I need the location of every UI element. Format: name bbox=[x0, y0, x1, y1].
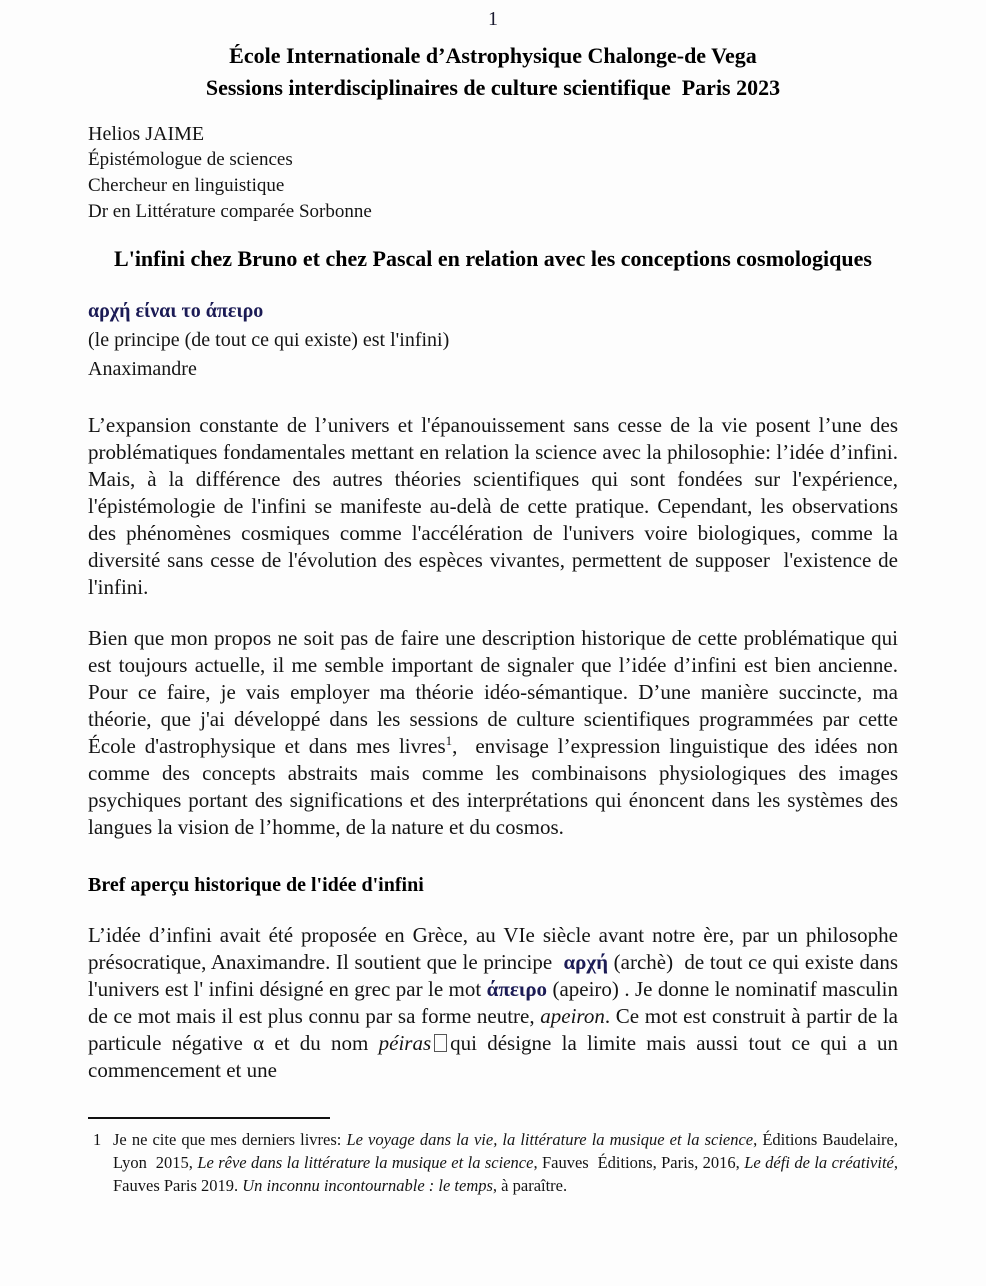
header-line-2: Sessions interdisciplinaires de culture scientifique Paris 2023 bbox=[205, 75, 781, 100]
document-header bbox=[88, 40, 898, 104]
paragraph-expansion-univers: L’expansion constante de l’univers et l'épanouissement sans cesse de la vie posent l’une des problématiques fondamentales mettant en relation la science avec la philosophie: l’idée d’infini. Mais, à la différence des autres théories scientifiques qui sont fondées sur l'expérience, l'épistémologie de l'infini se manifeste au-delà de cette pratique. Cependant, les observations des phénomènes cosmiques comme l'accélération de l'univers voire biologiques, comme la diversité sans cesse de l'évolution des espèces vivantes, permettent de supposer l'existence de l'infini. bbox=[88, 413, 898, 599]
book-title-reve: Le rêve dans la littérature la musique et la science bbox=[197, 1153, 534, 1172]
paragraph-3-segment-3: (apeiro) . Je donne le nominatif masculin de ce mot mais il est plus connu par sa forme neutre, bbox=[88, 977, 898, 1028]
author-block bbox=[88, 121, 898, 225]
paragraph-theorie-ideo-semantique bbox=[88, 625, 898, 841]
author-name: Helios JAIME bbox=[88, 123, 205, 145]
paragraph-3-segment-1: L’idée d’infini avait été proposée en Grèce, au VIe siècle avant notre ère, par un philosophe présocratique, Anaximandre. Il soutient que le principe bbox=[88, 923, 898, 974]
footnote-1 bbox=[88, 1128, 898, 1197]
epigraph bbox=[88, 297, 898, 384]
book-title-inconnu: Un inconnu incontournable : le temps bbox=[242, 1176, 493, 1195]
footnote-separator-rule bbox=[88, 1117, 330, 1119]
header-line-1: École Internationale d’Astrophysique Chalonge-de Vega bbox=[229, 43, 757, 68]
page-number: 1 bbox=[488, 8, 498, 30]
epigraph-translation: (le principe (de tout ce qui existe) est l'infini) bbox=[88, 329, 450, 351]
author-role-linguist: Chercheur en linguistique bbox=[88, 175, 285, 196]
author-role-doctorate: Dr en Littérature comparée Sorbonne bbox=[88, 201, 372, 222]
paragraph-3-segment-5: qui désigne la limite mais aussi tout ce qui a un commencement et une bbox=[88, 1031, 898, 1082]
paragraph-3-segment-2: (archè) de tout ce qui existe dans l'univers est l' infini désigné en grec par le mot bbox=[88, 950, 898, 1001]
footnote-reference-1: 1 bbox=[445, 733, 453, 748]
greek-term-arche: αρχή bbox=[563, 950, 609, 974]
paragraph-2-text-before-ref: Bien que mon propos ne soit pas de faire une description historique de cette problématique qui est toujours actuelle, il me semble important de signaler que l’idée d’infini est bien ancienne. Pour ce faire, je vais employer ma théorie idéo-sémantique. D’une manière succincte, ma théorie, que j'ai développé dans les sessions de culture scientifiques programmées par cette École d'astrophysique et dans mes livres bbox=[88, 626, 898, 758]
author-role-epistemologist: Épistémologue de sciences bbox=[88, 149, 293, 170]
document-title: L'infini chez Bruno et chez Pascal en relation avec les conceptions cosmologiques bbox=[114, 246, 872, 271]
greek-term-apeiro: άπειρο bbox=[486, 977, 548, 1001]
footnote-text-2: , Éditions Baudelaire, Lyon 2015, bbox=[113, 1130, 898, 1172]
term-peiras-italic: péiras bbox=[378, 1031, 432, 1055]
section-heading-apercu-historique: Bref aperçu historique de l'idée d'infini bbox=[88, 874, 424, 896]
footnote-text-1: Je ne cite que mes derniers livres: bbox=[113, 1130, 347, 1149]
epigraph-greek-quote: αρχή είναι το άπειρο bbox=[88, 300, 264, 322]
footnote-text-4: , Fauves Paris 2019. bbox=[113, 1153, 899, 1195]
paragraph-2-text-after-ref: , envisage l’expression linguistique des idées non comme des concepts abstraits mais comme les combinaisons physiologiques des images psychiques portant des significations et des interprétations qui énoncent dans les systèmes des langues la vision de l’homme, de la nature et du cosmos. bbox=[88, 734, 898, 839]
book-title-voyage: Le voyage dans la vie, la littérature la musique et la science bbox=[346, 1130, 754, 1149]
paragraph-anaximandre bbox=[88, 922, 898, 1084]
paragraph-3-segment-4: . Ce mot est construit à partir de la particule négative α et du nom bbox=[88, 1004, 898, 1055]
footnote-text-3: , Fauves Éditions, Paris, 2016, bbox=[533, 1153, 745, 1172]
footnote-marker: 1 bbox=[93, 1130, 102, 1149]
book-title-defi: Le défi de la créativité bbox=[744, 1153, 894, 1172]
footnote-text-5: , à paraître. bbox=[492, 1176, 568, 1195]
epigraph-attribution: Anaximandre bbox=[88, 358, 197, 380]
missing-glyph-box bbox=[434, 1034, 447, 1052]
term-apeiron-italic: apeiron bbox=[540, 1004, 605, 1028]
